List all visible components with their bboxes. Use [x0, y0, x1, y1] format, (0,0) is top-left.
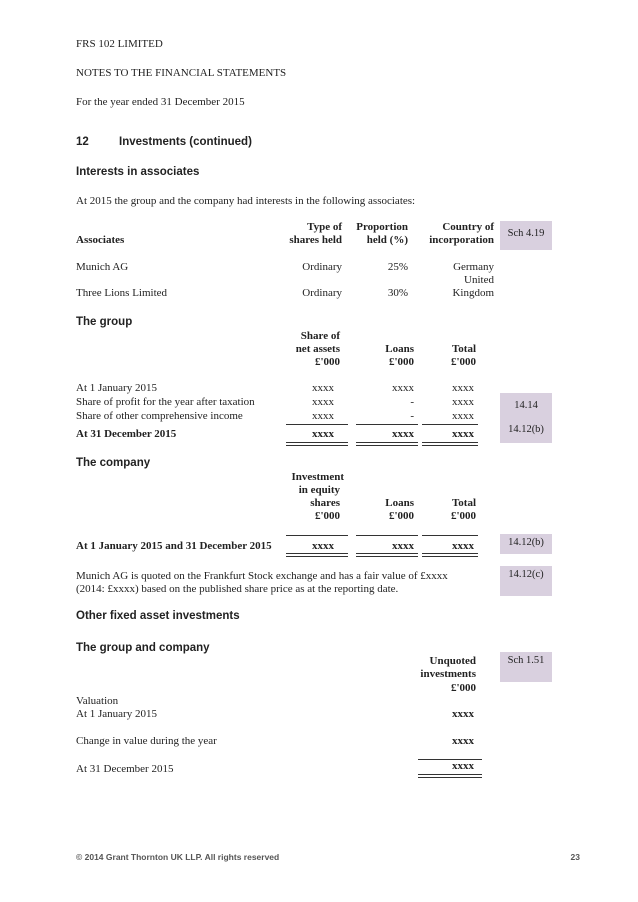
company-col3-line2: £'000	[450, 510, 476, 522]
col-prop-line2: held (%)	[366, 234, 408, 246]
double-rule	[422, 442, 478, 446]
col-associates: Associates	[76, 234, 125, 246]
company-col1-line4: £'000	[314, 510, 340, 522]
group-row-label: At 1 January 2015	[76, 382, 157, 394]
company-col1-line1: Investment	[291, 471, 344, 483]
rule	[356, 424, 418, 425]
group-total-c1: xxxx	[312, 428, 334, 440]
rule	[422, 535, 478, 536]
associates-heading: Interests in associates	[76, 166, 200, 178]
page-number: 23	[570, 852, 580, 862]
double-rule	[356, 553, 418, 557]
associates-intro: At 2015 the group and the company had interests in the following associates:	[76, 195, 416, 207]
double-rule	[286, 442, 348, 446]
other-row-label: At 31 December 2015	[76, 763, 174, 775]
group-col1-line3: £'000	[314, 356, 340, 368]
associate-name: Three Lions Limited	[76, 287, 168, 299]
other-row-value: xxxx	[452, 760, 474, 772]
company-col2-line2: £'000	[388, 510, 414, 522]
other-row-value: xxxx	[452, 735, 474, 747]
section-title: Investments (continued)	[119, 136, 252, 148]
group-row-c2: xxxx	[392, 382, 414, 394]
group-row-c2: -	[410, 410, 414, 422]
group-row-c2: -	[410, 396, 414, 408]
double-rule	[422, 553, 478, 557]
group-row-c3: xxxx	[452, 410, 474, 422]
company-col3-line1: Total	[451, 497, 476, 509]
group-row-c1: xxxx	[312, 396, 334, 408]
other-row-value: xxxx	[452, 708, 474, 720]
group-total-c2: xxxx	[392, 428, 414, 440]
company-total-label: At 1 January 2015 and 31 December 2015	[76, 540, 272, 552]
ref-company-14-12b: 14.12(b)	[500, 534, 552, 554]
group-col3-line1: Total	[451, 343, 476, 355]
ref-group	[500, 393, 552, 443]
associate-name: Munich AG	[76, 261, 129, 273]
associate-prop: 25%	[387, 261, 408, 273]
company-col1-line3: shares	[310, 497, 340, 509]
ref-14-14: 14.14	[514, 400, 538, 411]
company-col1-line2: in equity	[298, 484, 340, 496]
other-subheading: The group and company	[76, 642, 210, 654]
ref-sch-1-51: Sch 1.51	[500, 652, 552, 682]
group-row-c1: xxxx	[312, 410, 334, 422]
company-total-c1: xxxx	[312, 540, 334, 552]
double-rule	[418, 774, 482, 778]
other-row-label: At 1 January 2015	[76, 708, 157, 720]
col-country-line2: incorporation	[429, 234, 494, 246]
company-name: FRS 102 LIMITED	[76, 38, 163, 50]
other-col-line2: investments	[420, 668, 476, 680]
quoted-line-1: Munich AG is quoted on the Frankfurt Stock exchange and has a fair value of £xxxx	[76, 570, 448, 582]
company-total-c3: xxxx	[452, 540, 474, 552]
group-col1-line2: net assets	[295, 343, 340, 355]
rule	[356, 535, 418, 536]
associate-type: Ordinary	[302, 261, 342, 273]
company-total-c2: xxxx	[392, 540, 414, 552]
group-col2-line2: £'000	[388, 356, 414, 368]
company-heading: The company	[76, 457, 151, 469]
ref-sch-4-19: Sch 4.19	[500, 221, 552, 250]
section-number: 12	[76, 136, 89, 148]
associate-country: Germany	[453, 261, 494, 273]
quoted-line-2: (2014: £xxxx) based on the published share price as at the reporting date.	[76, 583, 399, 595]
rule	[422, 424, 478, 425]
associate-type: Ordinary	[302, 287, 342, 299]
col-country-line1: Country of	[442, 221, 494, 233]
footer-copyright: © 2014 Grant Thornton UK LLP. All rights reserved	[76, 852, 280, 862]
group-total-c3: xxxx	[452, 428, 474, 440]
other-col-line3: £'000	[450, 682, 476, 694]
associate-prop: 30%	[387, 287, 408, 299]
group-row-c3: xxxx	[452, 396, 474, 408]
group-col2-line1: Loans	[385, 343, 414, 355]
group-row-label: Share of profit for the year after taxation	[76, 396, 255, 408]
group-col3-line2: £'000	[450, 356, 476, 368]
rule	[286, 535, 348, 536]
rule	[286, 424, 348, 425]
other-heading: Other fixed asset investments	[76, 610, 240, 622]
double-rule	[356, 442, 418, 446]
ref-14-12c: 14.12(c)	[500, 566, 552, 596]
valuation-label: Valuation	[76, 695, 119, 707]
ref-14-12b: 14.12(b)	[508, 424, 544, 435]
other-col-line1: Unquoted	[429, 655, 476, 667]
group-total-label: At 31 December 2015	[76, 428, 177, 440]
col-type-line2: shares held	[289, 234, 342, 246]
other-row-label: Change in value during the year	[76, 735, 217, 747]
group-row-c1: xxxx	[312, 382, 334, 394]
associate-country-line2: Kingdom	[452, 287, 494, 299]
group-row-label: Share of other comprehensive income	[76, 410, 243, 422]
group-row-c3: xxxx	[452, 382, 474, 394]
company-col2-line1: Loans	[385, 497, 414, 509]
col-type-line1: Type of	[307, 221, 342, 233]
double-rule	[286, 553, 348, 557]
notes-title: NOTES TO THE FINANCIAL STATEMENTS	[76, 67, 287, 79]
group-heading: The group	[76, 316, 133, 328]
col-prop-line1: Proportion	[356, 221, 408, 233]
period-text: For the year ended 31 December 2015	[76, 96, 245, 108]
group-col1-line1: Share of	[300, 330, 340, 342]
associate-country: United	[464, 274, 494, 286]
